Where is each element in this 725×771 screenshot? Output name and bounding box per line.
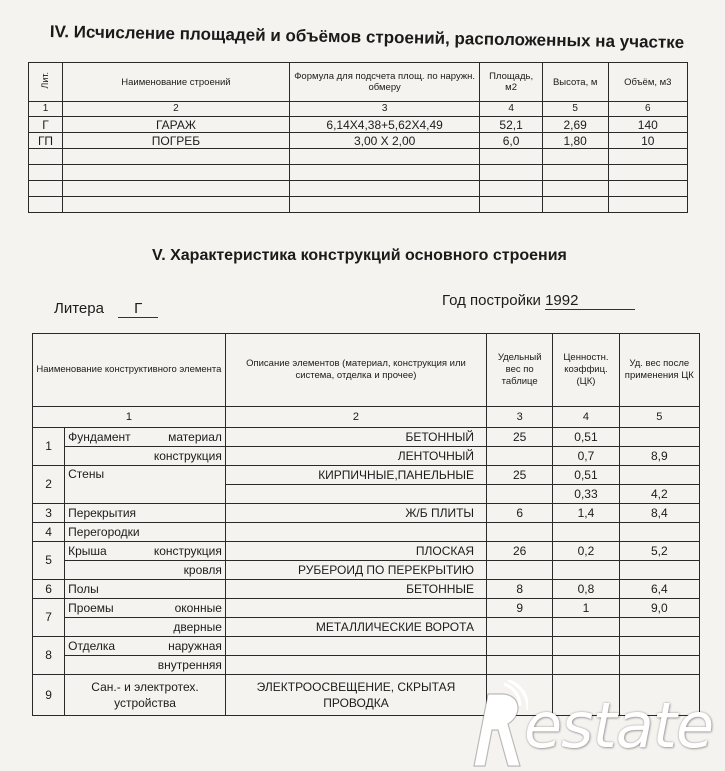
cell-volume: 10 (608, 133, 687, 149)
header-formula: Формула для подсчета площ. по наружн. обмеру (289, 63, 480, 102)
restate-watermark-logo (468, 680, 725, 771)
element-cell (65, 599, 226, 618)
cell-desc: Ж/Б ПЛИТЫ (225, 504, 486, 523)
litera-field (54, 300, 158, 318)
cell-coef: 0,51 (553, 428, 619, 447)
table-row (33, 599, 700, 618)
cell-weight: 6 (487, 504, 553, 523)
element-name: Сан.- и электротех. устройства (65, 675, 226, 716)
row-number: 5 (33, 542, 65, 580)
cell-desc (225, 599, 486, 618)
cell-coef: 0,51 (553, 466, 619, 485)
year-field (442, 292, 635, 310)
cell-height: 1,80 (542, 133, 608, 149)
row-number: 4 (33, 523, 65, 542)
header-volume: Объём, м3 (608, 63, 687, 102)
row-number: 8 (33, 637, 65, 675)
col-number: 1 (29, 102, 63, 117)
year-label: Год постройки (442, 292, 541, 309)
table-row (33, 523, 700, 542)
cell-coef: 1,4 (553, 504, 619, 523)
col-number: 3 (487, 407, 553, 428)
cell-name: ГАРАЖ (63, 117, 290, 133)
table-row (29, 117, 688, 133)
element-name: Стены (65, 466, 226, 504)
element-sub: конструкция (153, 543, 222, 558)
cell-lit: ГП (29, 133, 63, 149)
litera-label: Литера (54, 300, 104, 317)
cell-weight: 8 (487, 580, 553, 599)
col-number: 5 (619, 407, 699, 428)
table-row (33, 580, 700, 599)
cell-desc: МЕТАЛЛИЧЕСКИЕ ВОРОТА (225, 618, 486, 637)
element-name: Полы (65, 580, 226, 599)
col-number: 5 (542, 102, 608, 117)
cell-after: 6,4 (619, 580, 699, 599)
table-row (29, 133, 688, 149)
cell-coef: 0,8 (553, 580, 619, 599)
cell-lit: Г (29, 117, 63, 133)
cell-weight: 25 (487, 466, 553, 485)
cell-desc: РУБЕРОИД ПО ПЕРЕКРЫТИЮ (225, 561, 486, 580)
col-number: 3 (289, 102, 480, 117)
element-cell (65, 542, 226, 561)
element-name: Проемы (68, 600, 114, 615)
table-row (33, 466, 700, 485)
element-sub: кровля (65, 561, 226, 580)
section-5-title: V. Характеристика конструкций основного строения (152, 247, 567, 264)
cell-area: 52,1 (480, 117, 542, 133)
cell-name: ПОГРЕБ (63, 133, 290, 149)
column-numbers-row (33, 407, 700, 428)
table-row-empty (29, 165, 688, 181)
table-row (33, 656, 700, 675)
constructions-table (32, 333, 700, 716)
column-numbers-row (29, 102, 688, 117)
element-name: Крыша (68, 543, 107, 558)
header-name: Наименование строений (63, 63, 290, 102)
cell-desc: БЕТОННЫЙ (225, 428, 486, 447)
table-header-row (29, 63, 688, 102)
element-sub: материал (168, 429, 222, 444)
table-row-empty (29, 149, 688, 165)
element-sub: наружная (168, 638, 222, 653)
table-row (33, 561, 700, 580)
header-height: Высота, м (542, 63, 608, 102)
cell-after (619, 428, 699, 447)
table-row (33, 447, 700, 466)
header-lit: Лит. (29, 63, 63, 102)
cell-formula: 3,00 Х 2,00 (289, 133, 480, 149)
cell-weight: 25 (487, 428, 553, 447)
cell-formula: 6,14Х4,38+5,62Х4,49 (289, 117, 480, 133)
year-value: 1992 (545, 292, 635, 310)
logo-text: estate (524, 689, 714, 762)
element-name: Перегородки (65, 523, 226, 542)
element-name: Фундамент (68, 429, 131, 444)
logo-r-mark-icon (468, 680, 528, 771)
col-number: 1 (33, 407, 226, 428)
cell-desc (225, 485, 486, 504)
table-row (33, 637, 700, 656)
row-number: 6 (33, 580, 65, 599)
col-number: 6 (608, 102, 687, 117)
col-number: 4 (553, 407, 619, 428)
cell-desc: БЕТОННЫЕ (225, 580, 486, 599)
element-cell (65, 637, 226, 656)
cell-desc: КИРПИЧНЫЕ,ПАНЕЛЬНЫЕ (225, 466, 486, 485)
cell-height: 2,69 (542, 117, 608, 133)
col-number: 2 (225, 407, 486, 428)
element-sub: дверные (65, 618, 226, 637)
element-name: Перекрытия (65, 504, 226, 523)
cell-weight (487, 447, 553, 466)
cell-desc: ЭЛЕКТРООСВЕЩЕНИЕ, СКРЫТАЯ ПРОВОДКА (225, 675, 486, 716)
element-name: Отделка (68, 638, 116, 653)
cell-after: 4,2 (619, 485, 699, 504)
cell-area: 6,0 (480, 133, 542, 149)
header-element-name: Наименование конструктивного элемента (33, 334, 226, 407)
header-after: Уд. вес после применения ЦК (619, 334, 699, 407)
col-number: 4 (480, 102, 542, 117)
cell-coef: 0,2 (553, 542, 619, 561)
cell-desc: ЛЕНТОЧНЫЙ (225, 447, 486, 466)
header-coef: Ценностн. коэффиц. (ЦК) (553, 334, 619, 407)
cell-coef: 0,33 (553, 485, 619, 504)
row-number: 9 (33, 675, 65, 716)
row-number: 1 (33, 428, 65, 466)
cell-after: 9,0 (619, 599, 699, 618)
cell-desc: ПЛОСКАЯ (225, 542, 486, 561)
table-row (33, 542, 700, 561)
row-number: 7 (33, 599, 65, 637)
header-weight: Удельный вес по таблице (487, 334, 553, 407)
section-4-title: IV. Исчисление площадей и объёмов строений, расположенных на участке (49, 22, 685, 53)
col-number: 2 (63, 102, 290, 117)
litera-value: Г (118, 300, 158, 318)
cell-after: 8,4 (619, 504, 699, 523)
cell-coef: 0,7 (553, 447, 619, 466)
cell-weight: 26 (487, 542, 553, 561)
table-row-empty (29, 181, 688, 197)
table-row (33, 428, 700, 447)
row-number: 2 (33, 466, 65, 504)
cell-weight (487, 485, 553, 504)
cell-coef: 1 (553, 599, 619, 618)
cell-after: 5,2 (619, 542, 699, 561)
element-cell (65, 428, 226, 447)
header-description: Описание элементов (материал, конструкция или система, отделка и прочее) (225, 334, 486, 407)
cell-after (619, 466, 699, 485)
cell-volume: 140 (608, 117, 687, 133)
row-number: 3 (33, 504, 65, 523)
element-sub: оконные (174, 600, 222, 615)
element-sub: внутренняя (65, 656, 226, 675)
header-area: Площадь, м2 (480, 63, 542, 102)
table-row (33, 618, 700, 637)
cell-weight: 9 (487, 599, 553, 618)
areas-volumes-table (28, 62, 688, 213)
table-row (33, 504, 700, 523)
cell-after: 8,9 (619, 447, 699, 466)
table-row-empty (29, 197, 688, 213)
element-sub: конструкция (65, 447, 226, 466)
table-header-row (33, 334, 700, 407)
